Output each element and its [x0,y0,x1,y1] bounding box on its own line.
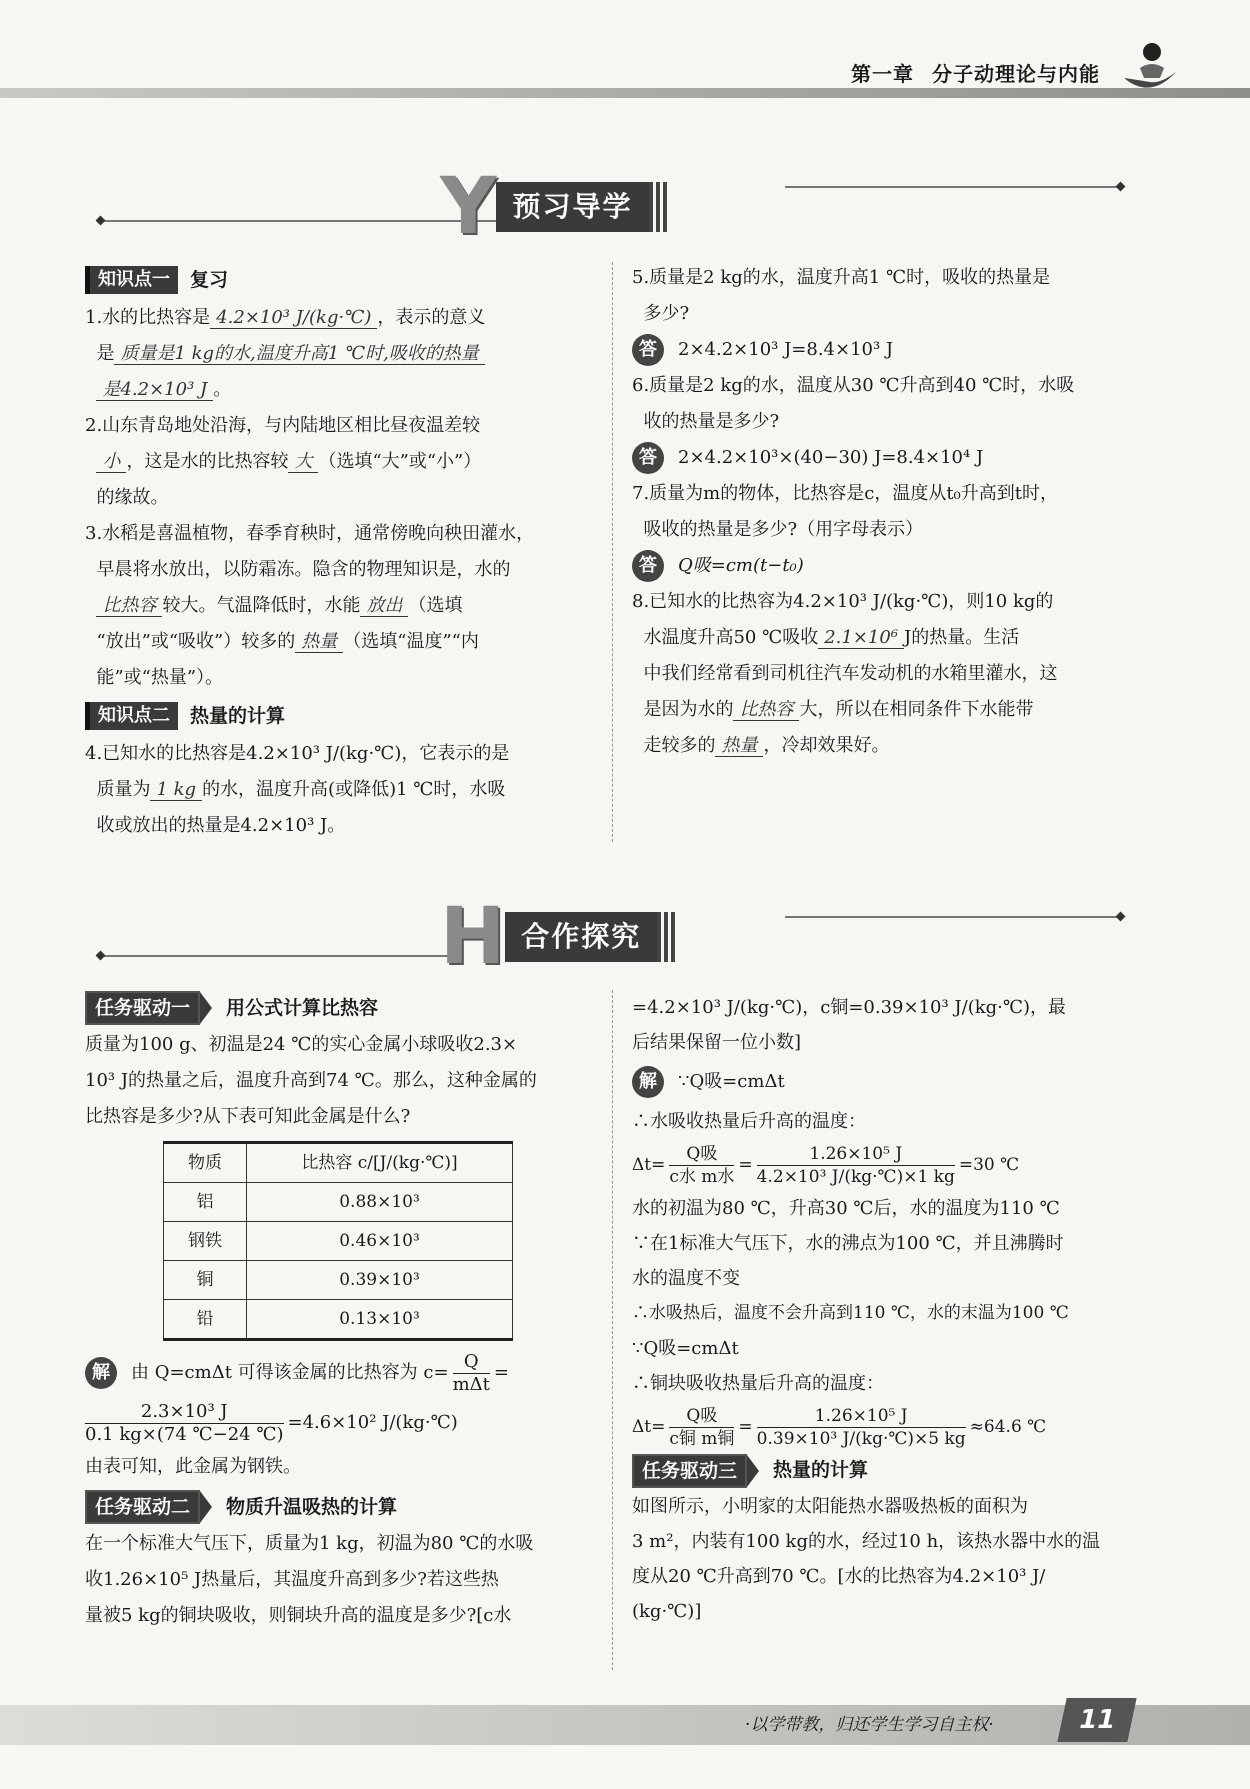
answer-blank: 小 [96,451,126,473]
answer-blank: 热量 [295,631,343,653]
answer-blank: 比热容 [96,595,162,617]
task-tag: 任务驱动二 [85,1490,200,1524]
answer-badge-icon: 答 [632,334,664,366]
answer-blank: 热量 [715,735,763,757]
banner-stripes [649,182,667,232]
answer-text: Q吸=cm(t−t₀) [678,555,804,576]
section-banner-explore [440,892,675,982]
answer-blank: 质量是1 kg的水,温度升高1 ℃时,吸收的热量 [114,343,484,365]
task-arrow-icon [747,1455,759,1487]
left-column-explore: 任务驱动一 用公式计算比热容 质量为100 g、初温是24 ℃的实心金属小球吸收2.3× 10³ J的热量之后，温度升高到74 ℃。那么，这种金属的 比热容是多少?从下表可知此金属是什么? 物质 比热容 c/[J/(kg·℃)] 铝 0.88×10³ 钢铁 0.46×10³ 铜 0.39×10³ 铅 0.13×10³ 解 由 Q=cmΔt 可得该金属的比热容为 c= $\frac{Q}{\text{mΔt}}$ = $\frac{\text{2.3×10³ J}}{0.1 kg\times(74 ℃-24 ℃)}$ =4.6×10² J/(kg·℃) 由表可知，此金属为钢铁。 任务驱动二 物质升温吸热的计算 在一个标准大气压下，质量为1 kg，初温为80 ℃的水吸 收1.26×10⁵ J热量后，其温度升高到多少?若这些热 量被5 kg的铜块吸收，则铜块升高的温度是多少?[c水 [85,990,595,1634]
rule-dot [1116,182,1126,192]
task-title: 热量的计算 [773,1459,869,1481]
solution-badge-icon: 解 [85,1357,117,1389]
section-rule-left [100,955,450,957]
question-2: 2.山东青岛地处沿海，与内陆地区相比昼夜温差较 [85,415,481,436]
kp-title: 复习 [190,269,229,291]
task-1-header [85,990,378,1026]
question-8: 8.已知水的比热容为4.2×10³ J/(kg·℃)，则10 kg的 [632,591,1054,612]
section-rule-right [785,186,1120,188]
section-banner-preview [440,162,667,252]
task-arrow-icon [200,1491,212,1523]
question-3: 3.水稻是喜温植物，春季育秧时，通常傍晚向秧田灌水， [85,523,535,544]
table-header-row: 物质 比热容 c/[J/(kg·℃)] [164,1143,513,1183]
task-tag: 任务驱动一 [85,991,200,1025]
task-title: 用公式计算比热容 [226,997,379,1019]
table-row: 钢铁 0.46×10³ [164,1222,513,1261]
answer-text: 2×4.2×10³×(40−30) J=8.4×10⁴ J [678,447,984,468]
task-tag: 任务驱动三 [632,1454,747,1488]
answer-badge-icon: 答 [632,442,664,474]
solution-badge-icon: 解 [632,1066,664,1098]
knowledge-point-1 [85,262,228,298]
header-bar [0,88,1250,98]
section-title: 预习导学 [496,182,648,232]
section-title: 合作探究 [505,912,657,962]
question-1: 1.水的比热容是 4.2×10³ J/(kg·℃) ，表示的意义 [85,307,486,328]
right-column-explore: =4.2×10³ J/(kg·℃)，c铜=0.39×10³ J/(kg·℃)，最 后结果保留一位小数] 解 ∵Q吸=cmΔt ∴水吸收热量后升高的温度： Δt= $\frac{\text{Q吸}}{\text{c水 m水}}$ = $\frac{\text{1.26×10⁵ J}}{\text{4.2×10³ J/(kg·℃)×1 kg}}$ =30 ℃ 水的初温为80 ℃，升高30 ℃后，水的温度为110 ℃ ∵在1标准大气压下，水的沸点为100 ℃，并且沸腾时 水的温度不变 ∴水吸热后，温度不会升高到110 ℃，水的末温为100 ℃ ∵Q吸=cmΔt ∴铜块吸收热量后升高的温度： Δt= $\frac{\text{Q吸}}{\text{c铜 m铜}}$ = $\frac{\text{1.26×10⁵ J}}{\text{0.39×10³ J/(kg·℃)×5 kg}}$ ≈64.6 ℃ 任务驱动三 热量的计算 如图所示，小明家的太阳能热水器吸热板的面积为 3 m²，内装有100 kg的水，经过10 h，该热水器中水的温 度从20 ℃升高到70 ℃。[水的比热容为4.2×10³ J/ (kg·℃)] [632,997,1101,1622]
specific-heat-table [163,1141,513,1341]
left-column-preview: 知识点一 复习 1.水的比热容是 4.2×10³ J/(kg·℃) ，表示的意义 是 质量是1 kg的水,温度升高1 ℃时,吸收的热量 是4.2×10³ J 。 2.山东青岛地处沿海，与内陆地区相比昼夜温差较 小 ，这是水的比热容较 大 （选填“大”或“小”） 的缘故。 3.水稻是喜温植物，春季育秧时，通常傍晚向秧田灌水， 早晨将水放出，以防霜冻。隐含的物理知识是，水的 比热容 较大。气温降低时，水能 放出 （选填 “放出”或“吸收”）较多的 热量 （选填“温度”“内 能”或“热量”）。 知识点二 热量的计算 4.已知水的比热容是4.2×10³ J/(kg·℃)，它表示的是 质量为 1 kg 的水，温度升高(或降低)1 ℃时，水吸 收或放出的热量是4.2×10³ J。 [85,260,595,844]
right-column-preview: 5.质量是2 kg的水，温度升高1 ℃时，吸收的热量是 多少? 答 2×4.2×10³ J=8.4×10³ J 6.质量是2 kg的水，温度从30 ℃升高到40 ℃时，水吸 收的热量是多少? 答 2×4.2×10³×(40−30) J=8.4×10⁴ J 7.质量为m的物体，比热容是c，温度从t₀升高到t时， 吸收的热量是多少?（用字母表示） 答 Q吸=cm(t−t₀) 8.已知水的比热容为4.2×10³ J/(kg·℃)，则10 kg的 水温度升高50 ℃吸收 2.1×10⁶ J的热量。生活 中我们经常看到司机往汽车发动机的水箱里灌水，这 是因为水的 比热容 大，所以在相同条件下水能带 走较多的 热量 ，冷却效果好。 [632,260,1152,764]
answer-blank: 放出 [360,595,408,617]
answer-blank: 大 [288,451,318,473]
section-letter: Y [440,162,497,252]
banner-stripes [657,912,675,962]
question-5: 5.质量是2 kg的水，温度升高1 ℃时，吸收的热量是 [632,267,1051,288]
knowledge-point-2 [85,698,285,734]
answer-blank: 1 kg [150,779,202,801]
task-arrow-icon [200,992,212,1024]
footer-slogan: ·以学带教，归还学生学习自主权· [745,1715,994,1735]
kp-tag: 知识点二 [85,702,178,730]
kp-title: 热量的计算 [190,705,286,727]
section-letter: H [440,892,506,982]
answer-blank: 是4.2×10³ J [96,379,213,401]
column-divider [612,262,613,842]
task-2-header [85,1489,397,1525]
chapter-header [851,58,1100,87]
answer-badge-icon: 答 [632,550,664,582]
section-rule-right [785,916,1120,918]
task-3-header [632,1453,868,1488]
page-number: 11 [1057,1698,1136,1742]
answer-blank: 4.2×10³ J/(kg·℃) [210,307,377,329]
table-row: 铝 0.88×10³ [164,1183,513,1222]
rule-dot [96,951,106,961]
rule-dot [96,216,106,226]
table-row: 铜 0.39×10³ [164,1261,513,1300]
question-7: 7.质量为m的物体，比热容是c，温度从t₀升高到t时， [632,483,1059,504]
kp-tag: 知识点一 [85,266,178,294]
table-row: 铅 0.13×10³ [164,1300,513,1340]
column-divider [612,990,613,1670]
chapter-title: 分子动理论与内能 [932,62,1100,86]
task-title: 物质升温吸热的计算 [226,1496,398,1518]
answer-blank: 比热容 [733,699,799,721]
rule-dot [1116,912,1126,922]
question-6: 6.质量是2 kg的水，温度从30 ℃升高到40 ℃时，水吸 [632,375,1075,396]
answer-blank: 2.1×10⁶ [818,627,904,649]
answer-text: 2×4.2×10³ J=8.4×10³ J [678,339,894,360]
chapter-number: 第一章 [851,62,914,86]
question-4: 4.已知水的比热容是4.2×10³ J/(kg·℃)，它表示的是 [85,743,510,764]
